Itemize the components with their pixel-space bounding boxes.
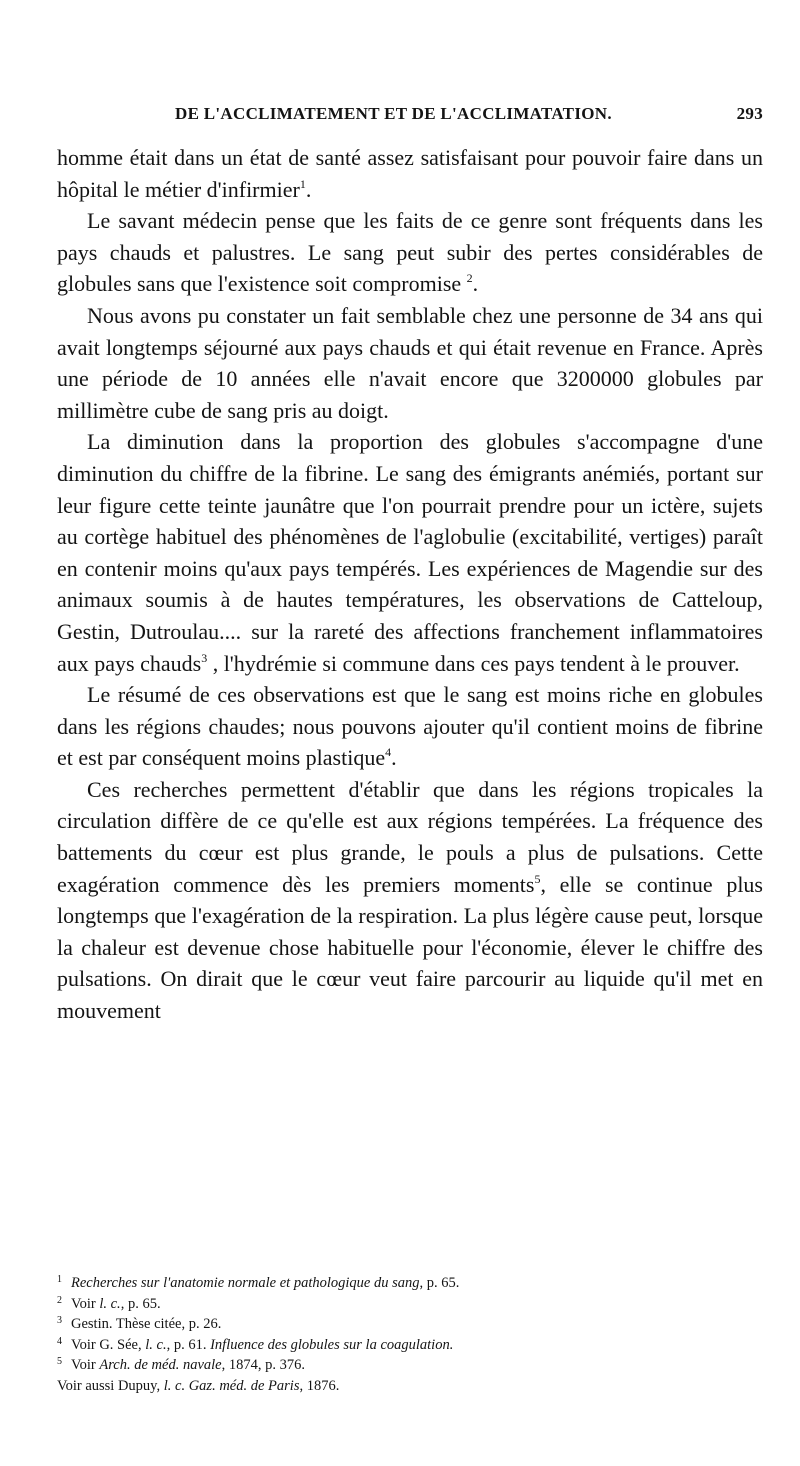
footnote-ref: 4 — [385, 745, 392, 760]
page-header — [57, 100, 763, 130]
text-run: Nous avons pu constater un fait semblable chez une personne de 34 ans qui avait longtemps séjourné aux pays chauds et qui était revenue en France. Après une période de 10 années elle n'avait encore que 3200000 globules par millimètre cube de sang pris au doigt. — [57, 302, 763, 423]
footnote-pre: Voir G. Sée, — [71, 1336, 146, 1353]
footnote-ref: 3 — [201, 650, 208, 665]
text-run: . — [472, 271, 479, 297]
footnote-post: , 1874, p. 376. — [221, 1357, 305, 1373]
footnote-italic: l. c. — [99, 1295, 121, 1312]
paragraph — [57, 205, 763, 300]
paragraph — [57, 774, 763, 1027]
text-run: . — [391, 745, 397, 771]
text-run: , elle se continue plus longtemps que l'exagération de la respiration. La plus légère cause peut, lorsque la chaleur est devenue chose habituelle pour l'économie, élever le chiffre des pulsations. On dirait que le cœur veut faire parcourir au liquide qu'il met en mouvement — [57, 871, 763, 1024]
paragraph — [57, 142, 763, 205]
text-run: . — [305, 176, 312, 202]
text-run: La diminution dans la proportion des globules s'accompagne d'une diminution du chiffre de la fibrine. Le sang des émigrants anémiés, portant sur leur figure cette teinte jaunâtre que l'on pourrait prendre pour un ictère, sujets au cortège habituel des phénomènes de l'aglobulie (excitabilité, vertiges) paraît en contenir moins qu'aux pays tempérés. Les expériences de Magendie sur des animaux soumis à de hautes températures, les observations de Catteloup, Gestin, Dutroulau.... sur la rareté des affections franchement inflammatoires aux pays chauds — [57, 429, 763, 676]
footnote-pre: Gestin. Thèse citée, p. 26. — [71, 1316, 222, 1332]
text-run: homme était dans un état de santé assez satisfaisant pour pouvoir faire dans un hôpital le métier d'infirmier — [57, 145, 763, 202]
footnote-num: 4 — [57, 1335, 62, 1347]
footnote-ref: 2 — [466, 271, 473, 286]
page-number: 293 — [736, 104, 763, 123]
text-run: Ces recherches permettent d'établir que dans les régions tropicales la circulation diffère de ce qu'elle est aux régions tempérées. La fréquence des battements du cœur est plus grande, le pouls a plus de pulsations. Cette exagération commence dès les premiers moments — [57, 776, 763, 897]
footnote — [57, 1273, 763, 1294]
footnote — [57, 1335, 763, 1356]
footnote-ref: 5 — [534, 871, 541, 886]
footnote-post: , 1876. — [299, 1377, 340, 1394]
paragraph — [57, 679, 763, 774]
footnote-num: 3 — [57, 1315, 62, 1326]
footnote — [57, 1355, 763, 1376]
running-title: DE L'ACCLIMATEMENT ET DE L'ACCLIMATATION. — [175, 104, 612, 123]
footnote-num: 2 — [57, 1294, 62, 1306]
footnote-post: , p. 65. — [419, 1275, 460, 1291]
footnote-num: 5 — [57, 1356, 62, 1367]
footnote — [57, 1376, 763, 1397]
paragraph — [57, 300, 763, 426]
footnote-pre: Voir — [71, 1295, 100, 1312]
text-run: Le savant médecin pense que les faits de ce genre sont fréquents dans les pays chauds et palustres. Le sang peut subir des pertes considérables de globules sans que l'existence soit compromise — [57, 208, 763, 297]
footnote-italic2: Influence des globules sur la coagulation. — [210, 1336, 454, 1353]
footnote — [57, 1314, 763, 1335]
paragraph — [57, 426, 763, 679]
text-run: , l'hydrémie si commune dans ces pays tendent à le prouver. — [207, 650, 740, 676]
footnote-post: , p. 65. — [120, 1295, 161, 1312]
footnotes — [57, 1273, 763, 1396]
footnote-ref: 1 — [299, 176, 306, 191]
body-text — [57, 142, 763, 1027]
footnote-pre: Voir aussi Dupuy, — [57, 1377, 164, 1394]
footnote-italic: Arch. de méd. navale — [99, 1357, 222, 1373]
footnote-pre — [62, 1275, 71, 1291]
footnote-num: 1 — [57, 1274, 62, 1285]
footnote-post: , p. 61. — [166, 1336, 211, 1353]
footnote — [57, 1294, 763, 1315]
footnote-italic: Recherches sur l'anatomie normale et pathologique du sang — [71, 1275, 420, 1291]
text-run: Le résumé de ces observations est que le sang est moins riche en globules dans les régions chaudes; nous pouvons ajouter qu'il contient moins de fibrine et est par conséquent moins plastique — [57, 682, 763, 771]
footnote-italic: l. c. Gaz. méd. de Paris — [163, 1377, 300, 1394]
footnote-pre: Voir — [71, 1357, 100, 1373]
footnote-italic: l. c. — [145, 1336, 167, 1353]
